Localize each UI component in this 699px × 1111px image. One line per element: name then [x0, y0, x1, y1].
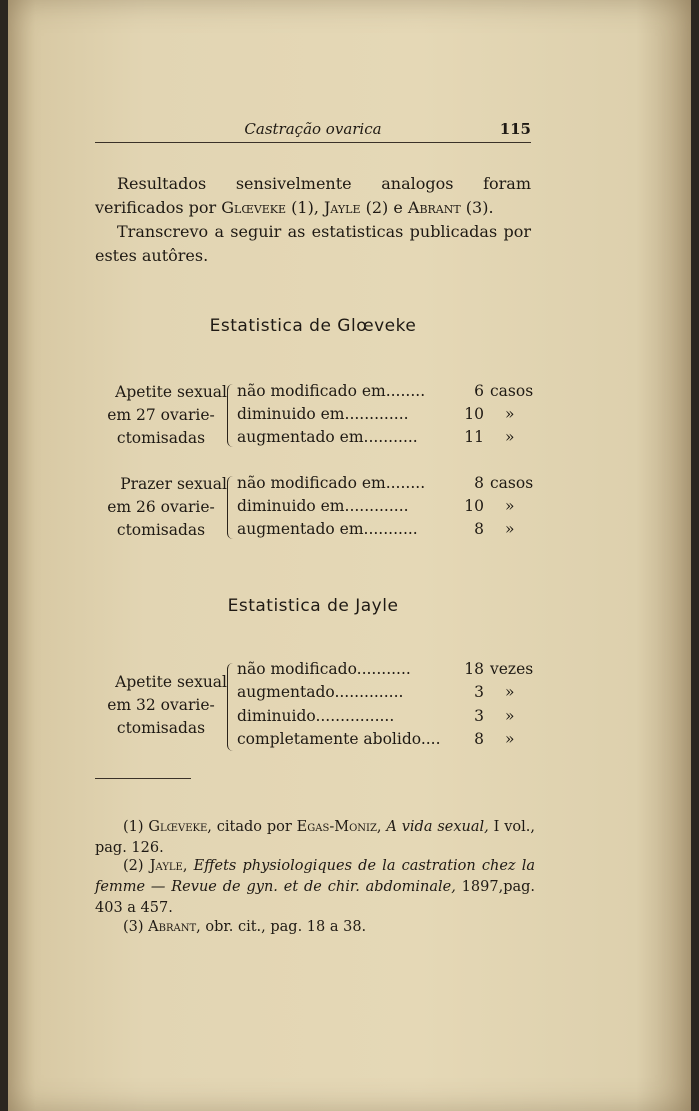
row-unit: » — [505, 520, 515, 538]
section-title-gloeveke: Estatistica de Glœveke — [209, 316, 417, 336]
leader-dots: .... — [420, 730, 441, 748]
footnote-author: Abrant — [148, 919, 197, 935]
row-value: 3 — [474, 707, 484, 725]
row-unit: » — [505, 428, 515, 446]
running-header — [95, 116, 531, 143]
row-unit: » — [505, 405, 515, 423]
page-number: 115 — [499, 120, 531, 138]
footnote-author: Egas-Moniz — [296, 819, 377, 835]
footnote-text: , — [182, 858, 194, 874]
leader-dots: ........ — [385, 474, 426, 492]
row-value: 8 — [474, 520, 484, 538]
group-label-gloeveke-pleasure — [95, 473, 227, 542]
table-row — [237, 520, 418, 538]
row-label: completamente abolido — [237, 730, 421, 748]
book-page — [8, 0, 691, 1111]
footnote-text: , obr. cit., pag. 18 a 38. — [196, 919, 367, 935]
author-jayle: Jayle — [323, 198, 361, 217]
row-label: não modificado em — [237, 382, 386, 400]
section-title-jayle: Estatistica de Jayle — [227, 596, 399, 616]
row-value: 10 — [464, 405, 484, 423]
intro-text: (2) e — [360, 198, 408, 217]
row-value: 18 — [464, 660, 484, 678]
footnote-text: , — [376, 819, 387, 835]
footnote-2 — [95, 856, 535, 919]
row-unit: vezes — [490, 660, 534, 678]
footnote-number: (3) — [123, 919, 149, 935]
row-value: 6 — [474, 382, 484, 400]
row-value: 8 — [474, 474, 484, 492]
row-label: diminuido em — [237, 497, 345, 515]
footnote-rule — [95, 778, 191, 779]
row-unit: casos — [490, 382, 534, 400]
table-row — [237, 730, 441, 748]
group-label-gloeveke-appetite — [95, 381, 227, 450]
group-label-line: ctomisadas — [116, 429, 206, 447]
row-unit: casos — [490, 474, 534, 492]
footnote-number: (2) — [123, 858, 150, 874]
intro-paragraph-1 — [95, 172, 531, 220]
row-label: diminuido — [237, 707, 316, 725]
table-row — [237, 660, 411, 678]
footnote-1 — [95, 817, 535, 859]
group-label-line: ctomisadas — [116, 719, 206, 737]
footnote-number: (1) — [123, 819, 149, 835]
footnote-text: I vol., pag. 126. — [95, 819, 535, 856]
brace — [227, 384, 234, 447]
row-label: não modificado — [237, 660, 357, 678]
row-unit: » — [505, 497, 515, 515]
group-label-line: em 27 ovarie- — [107, 406, 215, 424]
table-row — [237, 428, 418, 446]
row-unit: » — [505, 683, 515, 701]
row-label: augmentado em — [237, 520, 364, 538]
leader-dots: ........... — [363, 428, 418, 446]
table-row — [237, 497, 409, 515]
brace — [227, 663, 234, 751]
brace — [227, 476, 234, 539]
footnote-work-title: Effets physiologiques de la castration chez la femme — Revue de gyn. et de chir. abdominale, — [95, 858, 535, 895]
footnote-work-title: A vida sexual, — [386, 819, 489, 835]
row-value: 11 — [464, 428, 484, 446]
group-label-line: ctomisadas — [116, 521, 206, 539]
table-row — [237, 683, 403, 701]
leader-dots: ............. — [344, 405, 409, 423]
footnote-author: Glœveke — [148, 819, 208, 835]
author-gloeveke: Glœveke — [221, 198, 287, 217]
row-value: 3 — [474, 683, 484, 701]
group-label-line: Apetite sexual — [115, 673, 227, 691]
leader-dots: ............. — [344, 497, 409, 515]
group-label-line: em 32 ovarie- — [107, 696, 215, 714]
footnote-author: Jayle — [149, 858, 183, 874]
row-value: 8 — [474, 730, 484, 748]
leader-dots: ........ — [385, 382, 426, 400]
group-label-jayle-appetite — [95, 671, 227, 740]
group-label-line: Prazer sexual — [120, 475, 227, 493]
intro-paragraph-2: Transcrevo a seguir as estatisticas publicadas por estes autôres. — [95, 222, 531, 265]
leader-dots: ........... — [356, 660, 411, 678]
row-unit: » — [505, 707, 515, 725]
table-row — [237, 382, 425, 400]
row-label: augmentado em — [237, 428, 364, 446]
intro-text: (3). — [460, 198, 494, 217]
footnote-3 — [95, 917, 535, 938]
leader-dots: ........... — [363, 520, 418, 538]
leader-dots: .............. — [334, 683, 404, 701]
leader-dots: ................ — [315, 707, 395, 725]
group-label-line: em 26 ovarie- — [107, 498, 215, 516]
row-label: não modificado em — [237, 474, 386, 492]
footnote-text: 1897,pag. 403 a 457. — [95, 879, 536, 916]
intro-text: Resultados sensivelmente analogos foram verificados por — [95, 174, 531, 217]
footnote-text: , citado por — [207, 819, 297, 835]
table-row — [237, 707, 394, 725]
table-row — [237, 405, 409, 423]
group-label-line: Apetite sexual — [115, 383, 227, 401]
author-abrant: Abrant — [407, 198, 461, 217]
table-row — [237, 474, 425, 492]
row-unit: » — [505, 730, 515, 748]
row-label: diminuido em — [237, 405, 345, 423]
row-label: augmentado — [237, 683, 335, 701]
row-value: 10 — [464, 497, 484, 515]
running-title: Castração ovarica — [244, 120, 382, 138]
intro-text: (1), — [286, 198, 324, 217]
